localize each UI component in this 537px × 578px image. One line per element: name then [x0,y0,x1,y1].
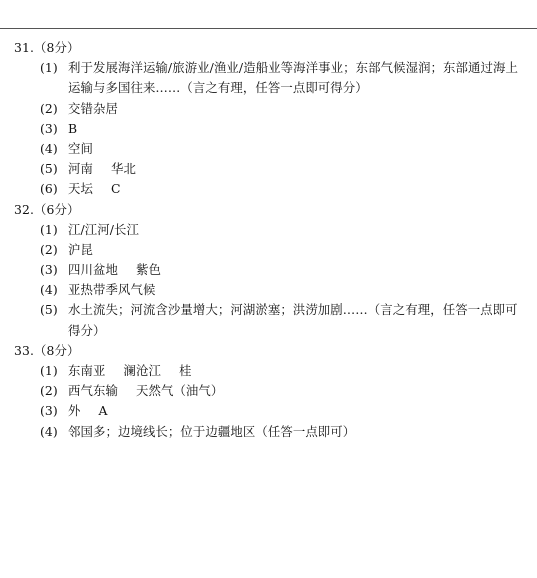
answer-text: 天然气（油气） [135,383,224,399]
answer-text: 东南亚 [68,363,106,378]
answer-text: 天坛 [68,181,93,197]
answer-31-4 [0,139,537,159]
answer-text: 空间 [68,140,93,156]
question-33-header: 33.（8分） [14,342,80,358]
item-number: (5) [40,161,58,177]
top-rule [0,28,537,29]
item-number: (1) [40,221,58,237]
answer-text: 亚热带季风气候 [68,282,156,298]
answer-text: C [110,181,121,197]
answer-31-1-continued: 运输与多国往来……（言之有理，任答一点即可得分） [68,80,368,96]
item-number: (2) [40,383,58,399]
answer-text: 澜沧江 [123,363,161,378]
answer-33-1 [0,361,537,381]
answer-32-5 [0,300,537,320]
answer-32-2 [0,240,537,260]
item-number: (2) [40,241,58,257]
item-number: (5) [40,302,58,318]
item-number: (4) [40,423,58,439]
item-number: (4) [40,140,58,156]
item-number: (4) [40,282,58,298]
answer-text: 河南 [68,161,93,177]
answer-text: 沪昆 [68,241,93,257]
answer-32-1 [0,220,537,240]
answer-32-4 [0,280,537,300]
answer-32-3 [0,260,537,280]
answer-33-3 [0,401,537,421]
answer-text: 交错杂居 [68,100,118,116]
item-number: (1) [40,60,58,76]
answer-31-6 [0,179,537,199]
answer-text: 桂 [178,363,192,378]
answer-31-1 [0,58,537,78]
answer-text: 利于发展海洋运输/旅游业/渔业/造船业等海洋事业；东部气候湿润；东部通过海上 [68,60,518,76]
answer-sheet [0,38,537,442]
answer-33-4 [0,422,537,442]
answer-33-2 [0,381,537,401]
question-31-header: 31.（8分） [14,40,80,55]
answer-32-5-continued: 得分） [68,322,106,338]
answer-text: 西气东输 [68,383,118,399]
answer-text: 邻国多；边境线长；位于边疆地区（任答一点即可） [68,423,356,439]
item-number: (6) [40,181,58,197]
item-number: (3) [40,120,58,136]
item-number: (1) [40,363,58,378]
item-number: (3) [40,403,58,419]
item-number: (2) [40,100,58,116]
item-number: (3) [40,262,58,278]
answer-31-2 [0,99,537,119]
answer-31-5 [0,159,537,179]
answer-text: 华北 [110,161,136,177]
answer-text: 外 [68,403,81,419]
answer-text: 紫色 [135,262,161,278]
answer-text: 江/江河/长江 [68,221,140,237]
answer-text: 四川盆地 [68,262,118,278]
answer-text: A [98,403,108,419]
answer-text: B [68,120,78,136]
answer-text: 水土流失；河流含沙量增大；河湖淤塞；洪涝加剧……（言之有理，任答一点即可 [68,302,518,318]
answer-31-3 [0,119,537,139]
question-32-header: 32.（6分） [14,201,80,217]
